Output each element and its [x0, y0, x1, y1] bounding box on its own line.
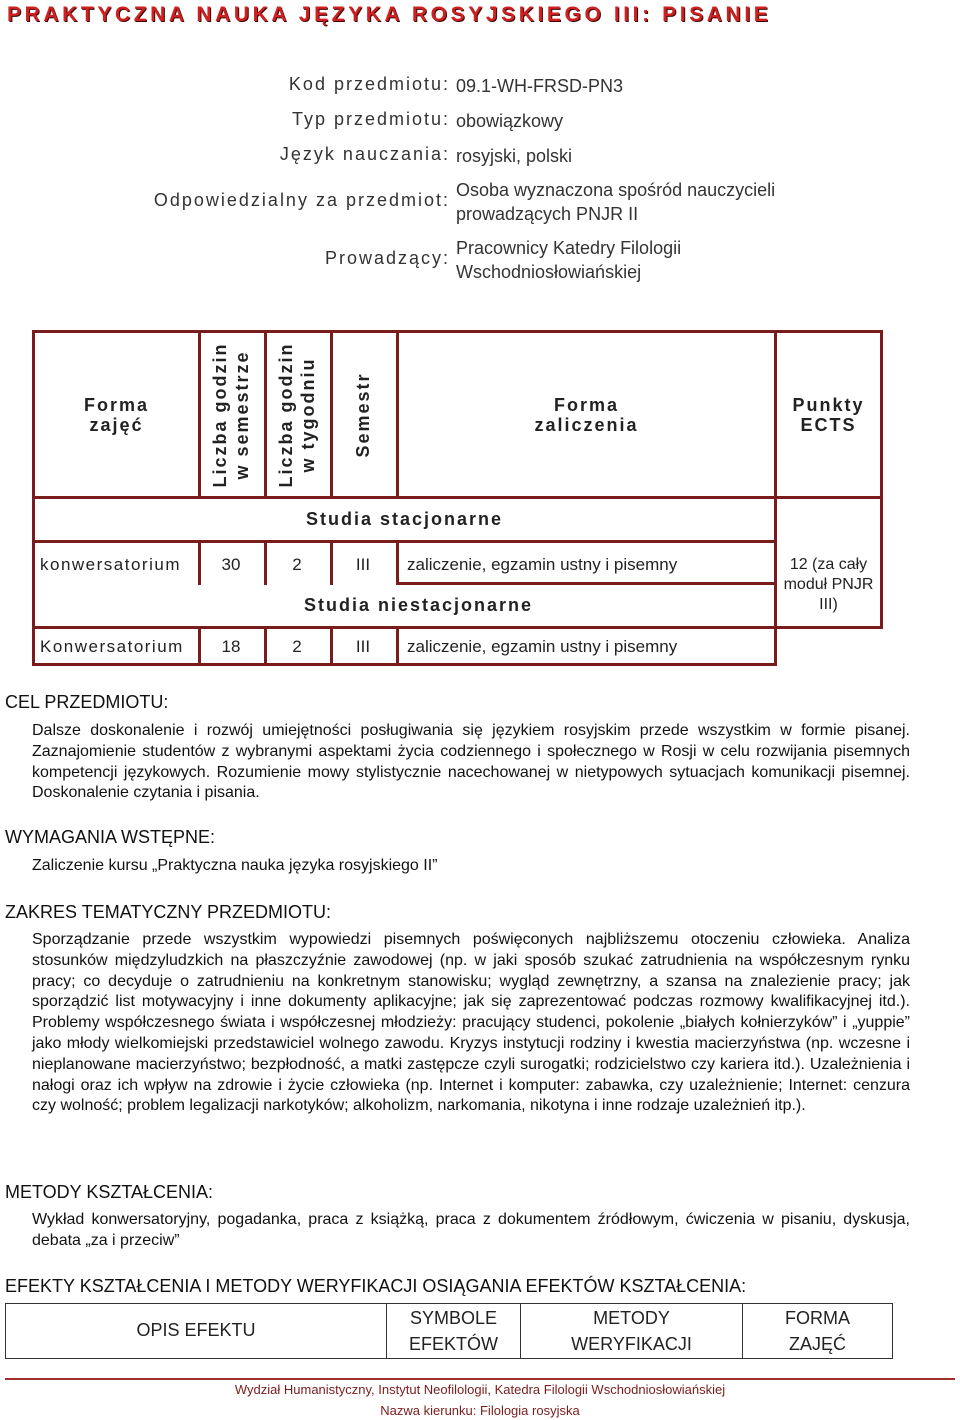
- row2-zaliczenie-text: zaliczenie, egzamin ustny i pisemny: [407, 637, 678, 656]
- ects-line2: moduł PNJR: [783, 576, 874, 593]
- jezyk-label: Język nauczania:: [279, 144, 450, 164]
- efekty-col-symbole-line1: SYMBOLE: [409, 1308, 498, 1328]
- row2-forma-text: Konwersatorium: [40, 637, 184, 656]
- header-forma-zaliczenia: [399, 333, 777, 499]
- ects-blank-area: [777, 629, 883, 669]
- header-liczba-godzin-tydzien: [267, 333, 333, 499]
- row2-semestr-text: III: [355, 637, 371, 656]
- header-liczba-sem-line1: Liczba godzin: [210, 342, 230, 488]
- zakres-heading: ZAKRES TEMATYCZNY PRZEDMIOTU:: [5, 902, 332, 922]
- header-semestr: [333, 333, 399, 499]
- cel-heading: CEL PRZEDMIOTU:: [5, 692, 169, 712]
- header-liczba-sem-line2: w semestrze: [232, 350, 252, 480]
- row2-sem: [201, 629, 267, 663]
- efekty-col-symbole: [387, 1304, 521, 1358]
- footer-divider: [5, 1378, 955, 1380]
- row1-tyg-text: 2: [292, 555, 302, 574]
- page-footer: [0, 1378, 960, 1420]
- row2-tyg: [267, 629, 333, 663]
- zakres-text: Sporządzanie przede wszystkim wypowiedzi pisemnych poświęconych najbliższemu otoczeniu człowieka. Analiza stosunków międzyludzkich na płaszczyźnie zawodowej (np. w jaki sposób szukać zatrudnienia na współczesnym rynku pracy; co decyduje o zatrudnieniu na konkretnym stanowisku; wygląd zewnętrzny, a szansa na znalezienie pracy; jak sporządzić list motywacyjny i inne dokumenty aplikacyjne; jak się zaprezentować podczas rozmowy kwalifikacyjnej itd.). Problemy współczesnego świata i współczesnej młodzieży: pracujący studenci, pokolenie „białych kołnierzyków” i „yuppie” jako młody wielkomiejski przedstawiciel wolnego zawodu. Kryzys instytucji rodziny i kwestia macierzyństwa (np. wczesne i nieplanowane macierzyństwo; bezpłodność, a matki zastępcze czyli surogatki; rodzicielstwo czy kariera itd.). Uzależnienia i nałogi oraz ich wpływ na zdrowie i życie człowieka (np. Internet i komputer: zabawka, czy uzależnienie; Internet: cenzura czy wolność; problem legalizacji narkotyków; alkoholizm, narkomania, nikotyna i inne rodzaje uzależnień itp.).: [32, 931, 910, 1115]
- header-forma-zajec-line1: Forma: [83, 395, 149, 415]
- footer-line1: Wydział Humanistyczny, Instytut Neofilologii, Katedra Filologii Wschodniosłowiańskiej: [234, 1382, 726, 1397]
- efekty-col-forma-line2: ZAJĘĆ: [788, 1334, 846, 1354]
- efekty-col-metody-line2: WERYFIKACJI: [571, 1334, 692, 1354]
- kod-value: 09.1-WH-FRSD-PN3: [456, 76, 624, 96]
- row1-tyg: [267, 543, 333, 585]
- prow-label: Prowadzący:: [324, 248, 450, 268]
- typ-value: obowiązkowy: [456, 111, 564, 131]
- metody-text: Wykład konwersatoryjny, pogadanka, praca z książką, praca z dokumentem źródłowym, ćwiczenia w pisaniu, dyskusja, debata „za i przeciw”: [32, 1211, 910, 1249]
- efekty-col-forma-line1: FORMA: [785, 1308, 850, 1328]
- row1-forma-text: konwersatorium: [40, 555, 181, 574]
- odp-value-1: Osoba wyznaczona spośród nauczycieli: [456, 180, 776, 200]
- studia-niestacjonarne-label: Studia niestacjonarne: [303, 595, 534, 615]
- efekty-col-opis: [6, 1304, 387, 1358]
- efekty-col-forma: [743, 1304, 892, 1358]
- header-ects-line2: ECTS: [800, 415, 857, 435]
- odp-label: Odpowiedzialny za przedmiot:: [153, 190, 450, 210]
- row2-forma: [35, 629, 201, 663]
- row1-forma: [35, 543, 201, 585]
- footer-line2: Nazwa kierunku: Filologia rosyjska: [380, 1403, 580, 1418]
- kod-label: Kod przedmiotu:: [288, 74, 450, 94]
- row2-sem-text: 18: [221, 637, 241, 656]
- wymagania-text: Zaliczenie kursu „Praktyczna nauka języka rosyjskiego II”: [32, 857, 438, 874]
- header-liczba-godzin-semestr: [201, 333, 267, 499]
- header-liczba-tyg-line2: w tygodniu: [298, 357, 318, 473]
- prow-value-1: Pracownicy Katedry Filologii: [456, 238, 682, 258]
- header-semestr-label: Semestr: [353, 372, 373, 458]
- efekty-heading: EFEKTY KSZTAŁCENIA I METODY WERYFIKACJI OSIĄGANIA EFEKTÓW KSZTAŁCENIA:: [5, 1276, 747, 1296]
- row1-sem-text: 30: [221, 555, 241, 574]
- efekty-table: [5, 1303, 893, 1359]
- row2-zaliczenie: [399, 629, 777, 663]
- efekty-col-symbole-line2: EFEKTÓW: [409, 1334, 498, 1354]
- efekty-col-opis-label: OPIS EFEKTU: [136, 1320, 256, 1340]
- jezyk-value: rosyjski, polski: [456, 146, 573, 166]
- row1-zaliczenie: [399, 543, 777, 585]
- typ-label: Typ przedmiotu:: [291, 109, 450, 129]
- header-forma-zajec-line2: zajęć: [89, 415, 144, 435]
- ects-value: [777, 499, 880, 629]
- metody-heading: METODY KSZTAŁCENIA:: [5, 1182, 214, 1202]
- header-liczba-tyg-line1: Liczba godzin: [276, 342, 296, 488]
- header-forma-zajec: [35, 333, 201, 499]
- row1-semestr: [333, 543, 399, 585]
- header-forma-zal-line2: zaliczenia: [534, 415, 639, 435]
- header-forma-zal-line1: Forma: [553, 395, 619, 415]
- header-ects-line1: Punkty: [792, 395, 865, 415]
- odp-value-2: prowadzących PNJR II: [456, 204, 639, 224]
- prow-value-2: Wschodniosłowiańskiej: [456, 262, 642, 282]
- row1-sem: [201, 543, 267, 585]
- studia-stacjonarne: Studia stacjonarne: [35, 499, 777, 543]
- cel-text: Dalsze doskonalenie i rozwój umiejętności posługiwania się językiem rosyjskim przede wszystkim w formie pisanej. Zaznajomienie studentów z wybranymi aspektami życia codziennego i społecznego w Rosji w celu rozwijania pisemnych kompetencji językowych. Rozumienie mowy stylistycznie nacechowanej w nietypowych sytuacjach komunikacji pisemnej. Doskonalenie czytania i pisania.: [32, 722, 910, 802]
- wymagania-heading: WYMAGANIA WSTĘPNE:: [5, 827, 216, 847]
- efekty-col-metody: [521, 1304, 743, 1358]
- row2-tyg-text: 2: [292, 637, 302, 656]
- course-table: [32, 330, 883, 666]
- efekty-col-metody-line1: METODY: [593, 1308, 670, 1328]
- row2-semestr: [333, 629, 399, 663]
- studia-niestacjonarne: [201, 585, 777, 629]
- ects-line1: 12 (za cały: [789, 556, 868, 573]
- page-title: PRAKTYCZNA NAUKA JĘZYKA ROSYJSKIEGO III: PISANIE: [7, 3, 772, 26]
- header-punkty-ects: [777, 333, 880, 499]
- row1-zaliczenie-text: zaliczenie, egzamin ustny i pisemny: [407, 555, 678, 574]
- ects-line3: III): [819, 596, 838, 613]
- row1-semestr-text: III: [355, 555, 371, 574]
